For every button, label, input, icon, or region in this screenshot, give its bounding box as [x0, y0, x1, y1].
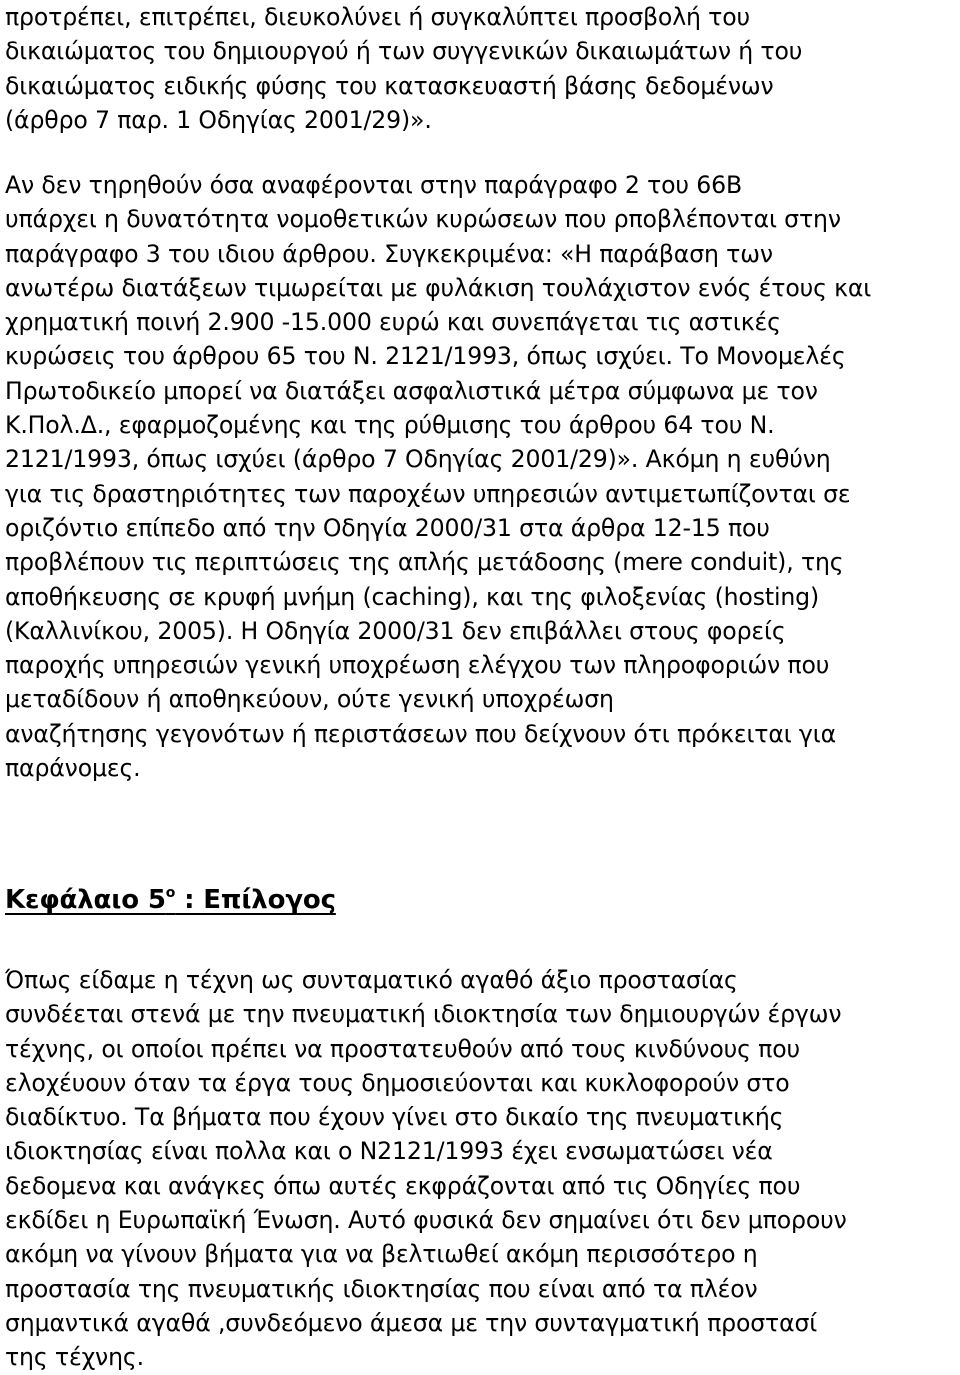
text-line: δικαιώματος ειδικής φύσης του κατασκευαστή βάσης δεδομένων: [5, 71, 774, 100]
text-line: αναζήτησης γεγονότων ή περιστάσεων που δείχνουν ότι πρόκειται για: [5, 719, 836, 748]
chapter-heading-ordinal: ο: [165, 885, 176, 901]
text-line: κυρώσεις του άρθρου 65 του Ν. 2121/1993, όπως ισχύει. Το Μονομελές: [5, 342, 846, 371]
chapter-heading: [5, 880, 336, 920]
text-line: προστασία της πνευματικής ιδιοκτησίας που είναι από τα πλέον: [5, 1274, 758, 1303]
text-line: Όπως είδαμε η τέχνη ως συνταματικό αγαθό άξιο προστασίας: [5, 966, 738, 994]
text-line: δικαιώματος του δημιουργού ή των συγγενικών δικαιωμάτων ή του: [5, 37, 803, 66]
text-line: εκδίδει η Ευρωπαϊκή Ένωση. Αυτό φυσικά δεν σημαίνει ότι δεν μπορουν: [5, 1206, 847, 1235]
text-line: 2121/1993, όπως ισχύει (άρθρο 7 Οδηγίας 2001/29)». Ακόμη η ευθύνη: [5, 445, 831, 474]
text-line: χρηματική ποινή 2.900 -15.000 ευρώ και συνεπάγεται τις αστικές: [5, 308, 781, 337]
text-line: προβλέπουν τις περιπτώσεις της απλής μετάδοσης (mere conduit), της: [5, 548, 844, 577]
text-line: οριζόντιο επίπεδο από την Οδηγία 2000/31 στα άρθρα 12-15 που: [5, 513, 770, 542]
text-line: δεδομενα και ανάγκες όπω αυτές εκφράζονται από τις Οδηγίες που: [5, 1171, 801, 1200]
text-line: της τέχνης.: [5, 1343, 144, 1372]
text-line: αποθήκευσης σε κρυφή μνήμη (caching), και της φιλοξενίας (hosting): [5, 582, 820, 611]
text-line: παράγραφο 3 του ιδιου άρθρου. Συγκεκριμένα: «Η παράβαση των: [5, 239, 773, 268]
text-line: (Καλλινίκου, 2005). Η Οδηγία 2000/31 δεν επιβάλλει στους φορείς: [5, 616, 786, 645]
text-line: ελοχέυουν όταν τα έργα τους δημοσιεύονται και κυκλοφορούν στο: [5, 1068, 790, 1097]
text-line: ανωτέρω διατάξεων τιμωρείται με φυλάκιση τουλάχιστον ενός έτους και: [5, 273, 872, 302]
sanctions-paragraph: [5, 168, 955, 785]
text-line: τέχνης, οι οποίοι πρέπει να προστατευθούν από τους κινδύνους που: [5, 1034, 800, 1063]
text-line: ακόμη να γίνουν βήματα για να βελτιωθεί ακόμη περισσότερο η: [5, 1240, 758, 1269]
text-line: για τις δραστηριότητες των παροχέων υπηρεσιών αντιμετωπίζονται σε: [5, 479, 851, 508]
text-line: παράνομες.: [5, 754, 141, 783]
text-line: μεταδίδουν ή αποθηκεύουν, ούτε γενική υποχρέωση: [5, 685, 614, 714]
text-line: Κ.Πολ.Δ., εφαρμοζομένης και της ρύθμισης του άρθρου 64 του Ν.: [5, 411, 775, 440]
text-line: Αν δεν τηρηθούν όσα αναφέρονται στην παράγραφο 2 του 66Β: [5, 171, 743, 199]
text-line: διαδίκτυο. Τα βήματα που έχουν γίνει στο δικαίο της πνευματικής: [5, 1103, 784, 1132]
conclusion-paragraph: [5, 963, 955, 1375]
text-line: υπάρχει η δυνατότητα νομοθετικών κυρώσεων που ρποβλέπονται στην: [5, 205, 841, 234]
text-line: (άρθρο 7 παρ. 1 Οδηγίας 2001/29)».: [5, 105, 432, 134]
chapter-heading-title: : Επίλογος: [175, 885, 336, 915]
text-line: Πρωτοδικείο μπορεί να διατάξει ασφαλιστικά μέτρα σύμφωνα με τον: [5, 376, 818, 405]
text-line: παροχής υπηρεσιών γενική υποχρέωση ελέγχου των πληροφοριών που: [5, 651, 830, 680]
chapter-heading-prefix: Κεφάλαιο 5: [5, 885, 166, 915]
intro-paragraph: [5, 0, 955, 137]
text-line: ιδιοκτησίας είναι πολλα και ο Ν2121/1993 έχει ενσωματώσει νέα: [5, 1137, 773, 1166]
text-line: σημαντικά αγαθά ,συνδεόμενο άμεσα με την συνταγματική προστασί: [5, 1308, 818, 1337]
text-line: συνδέεται στενά με την πνευματική ιδιοκτησία των δημιουργών έργων: [5, 1000, 842, 1029]
text-line: προτρέπει, επιτρέπει, διευκολύνει ή συγκαλύπτει προσβολή του: [5, 3, 751, 31]
